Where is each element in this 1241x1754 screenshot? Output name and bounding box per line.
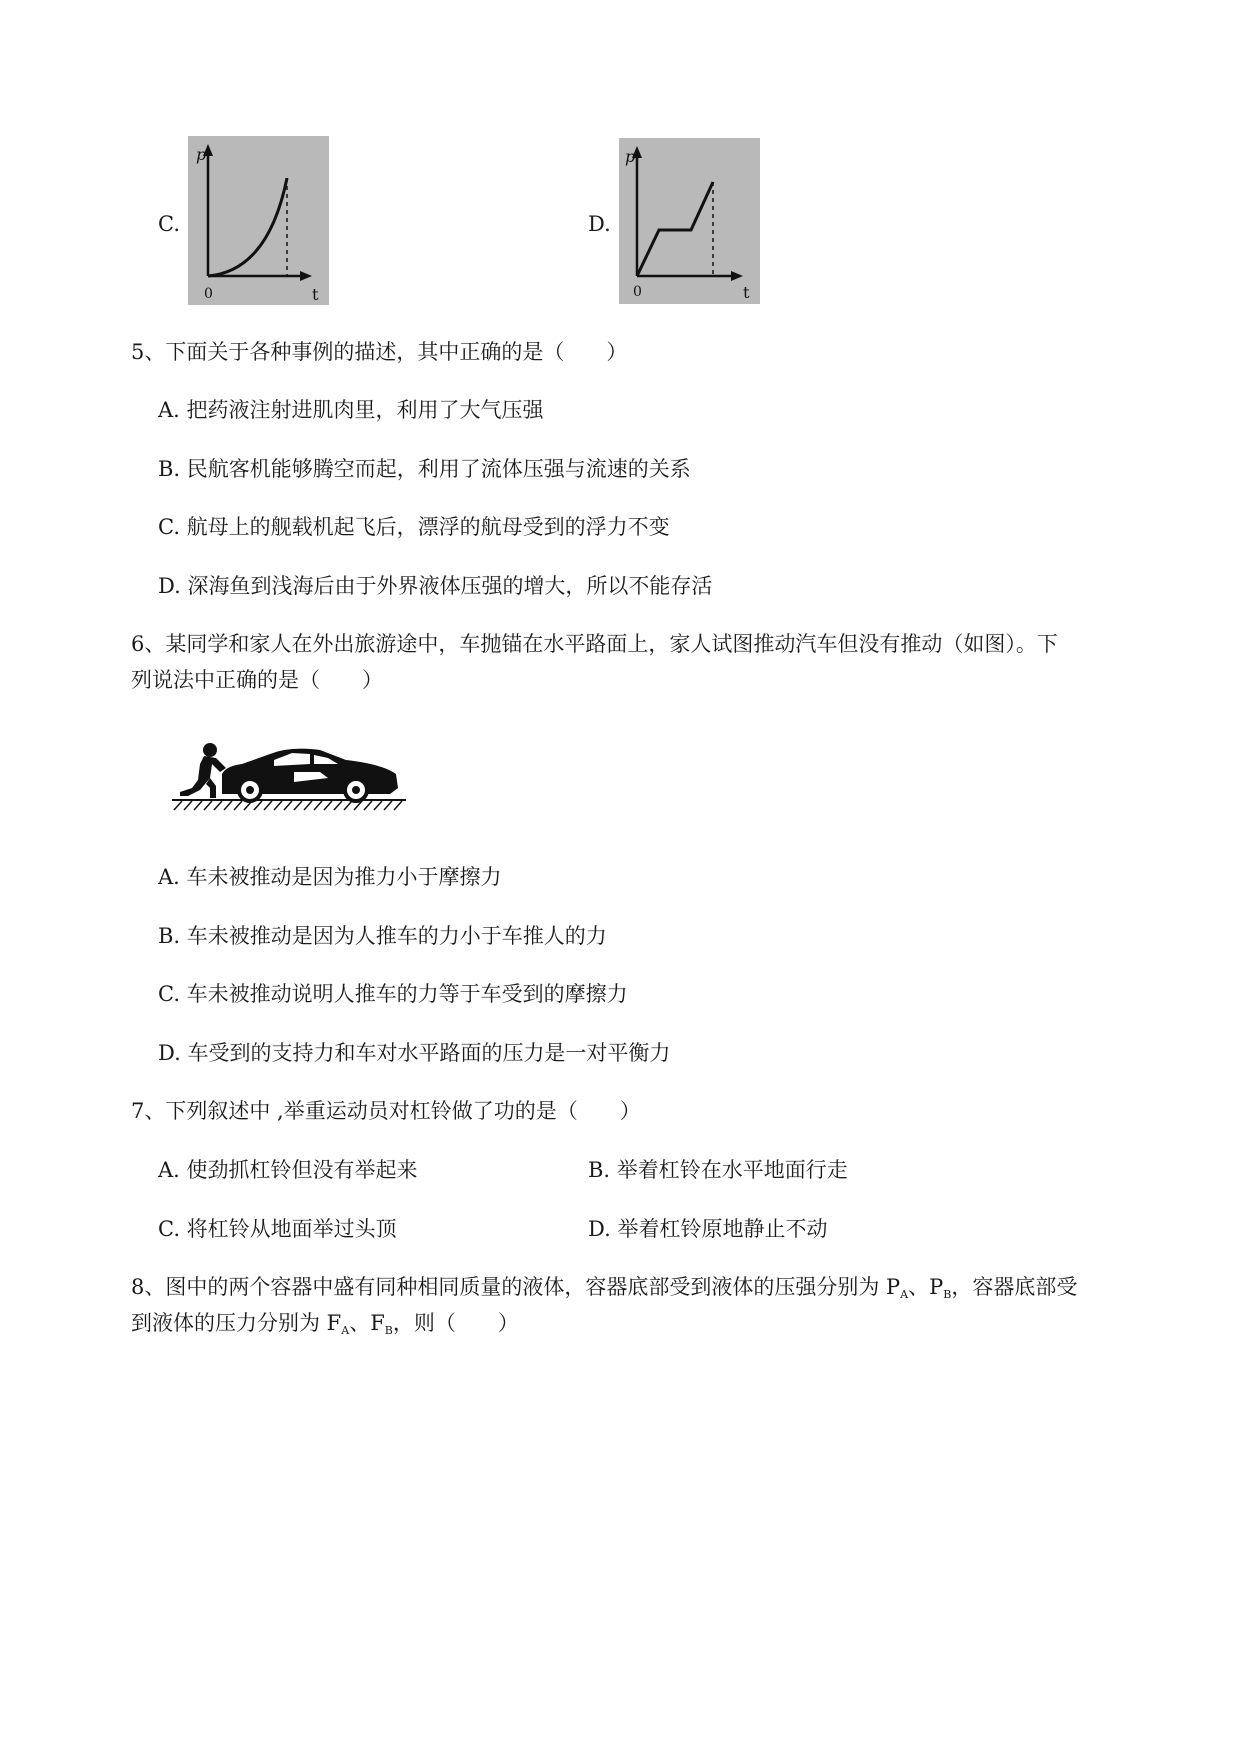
graph-c-x-label: t — [312, 285, 319, 304]
q7-option-a: A. 使劲抓杠铃但没有举起来 — [158, 1158, 418, 1182]
graph-c — [188, 136, 329, 305]
q8-stem-line1: 8、图中的两个容器中盛有同种相同质量的液体，容器底部受到液体的压强分别为 $P_A$、$P_B$，容器底部受 — [131, 1275, 1078, 1301]
q6-option-d: D. 车受到的支持力和车对水平路面的压力是一对平衡力 — [158, 1041, 671, 1065]
q6-option-c: C. 车未被推动说明人推车的力等于车受到的摩擦力 — [158, 982, 628, 1006]
q5-option-c: C. 航母上的舰载机起飞后，漂浮的航母受到的浮力不变 — [158, 515, 670, 539]
person-pushing-car-illustration — [170, 740, 410, 812]
graph-c-y-label: p — [196, 145, 207, 164]
option-d-label: D. — [588, 212, 611, 236]
q5-option-a: A. 把药液注射进肌肉里，利用了大气压强 — [158, 398, 544, 422]
q5-option-b: B. 民航客机能够腾空而起，利用了流体压强与流速的关系 — [158, 457, 691, 481]
q7-option-c: C. 将杠铃从地面举过头顶 — [158, 1217, 397, 1241]
q6-stem-line1: 6、某同学和家人在外出旅游途中，车抛锚在水平路面上，家人试图推动汽车但没有推动（如图）。下 — [131, 632, 1058, 656]
graph-d-origin: 0 — [633, 284, 642, 300]
q5-option-d: D. 深海鱼到浅海后由于外界液体压强的增大，所以不能存活 — [158, 574, 713, 598]
option-c-label: C. — [158, 212, 180, 236]
graph-d-y-label: p — [625, 147, 636, 166]
q6-stem-line2: 列说法中正确的是（ ） — [131, 668, 383, 692]
graph-d — [619, 138, 760, 304]
q7-stem: 7、下列叙述中 ,举重运动员对杠铃做了功的是（ ） — [131, 1099, 641, 1123]
q7-option-b: B. 举着杠铃在水平地面行走 — [588, 1158, 848, 1182]
q8-stem-line2: 到液体的压力分别为 $F_A$、$F_B$，则（ ） — [131, 1311, 519, 1337]
q6-option-a: A. 车未被推动是因为推力小于摩擦力 — [158, 865, 502, 889]
graph-c-origin: 0 — [204, 286, 213, 302]
q6-option-b: B. 车未被推动是因为人推车的力小于车推人的力 — [158, 924, 607, 948]
q7-option-d: D. 举着杠铃原地静止不动 — [588, 1217, 828, 1241]
graph-d-x-label: t — [743, 283, 750, 302]
q5-stem: 5、下面关于各种事例的描述，其中正确的是（ ） — [131, 340, 628, 364]
